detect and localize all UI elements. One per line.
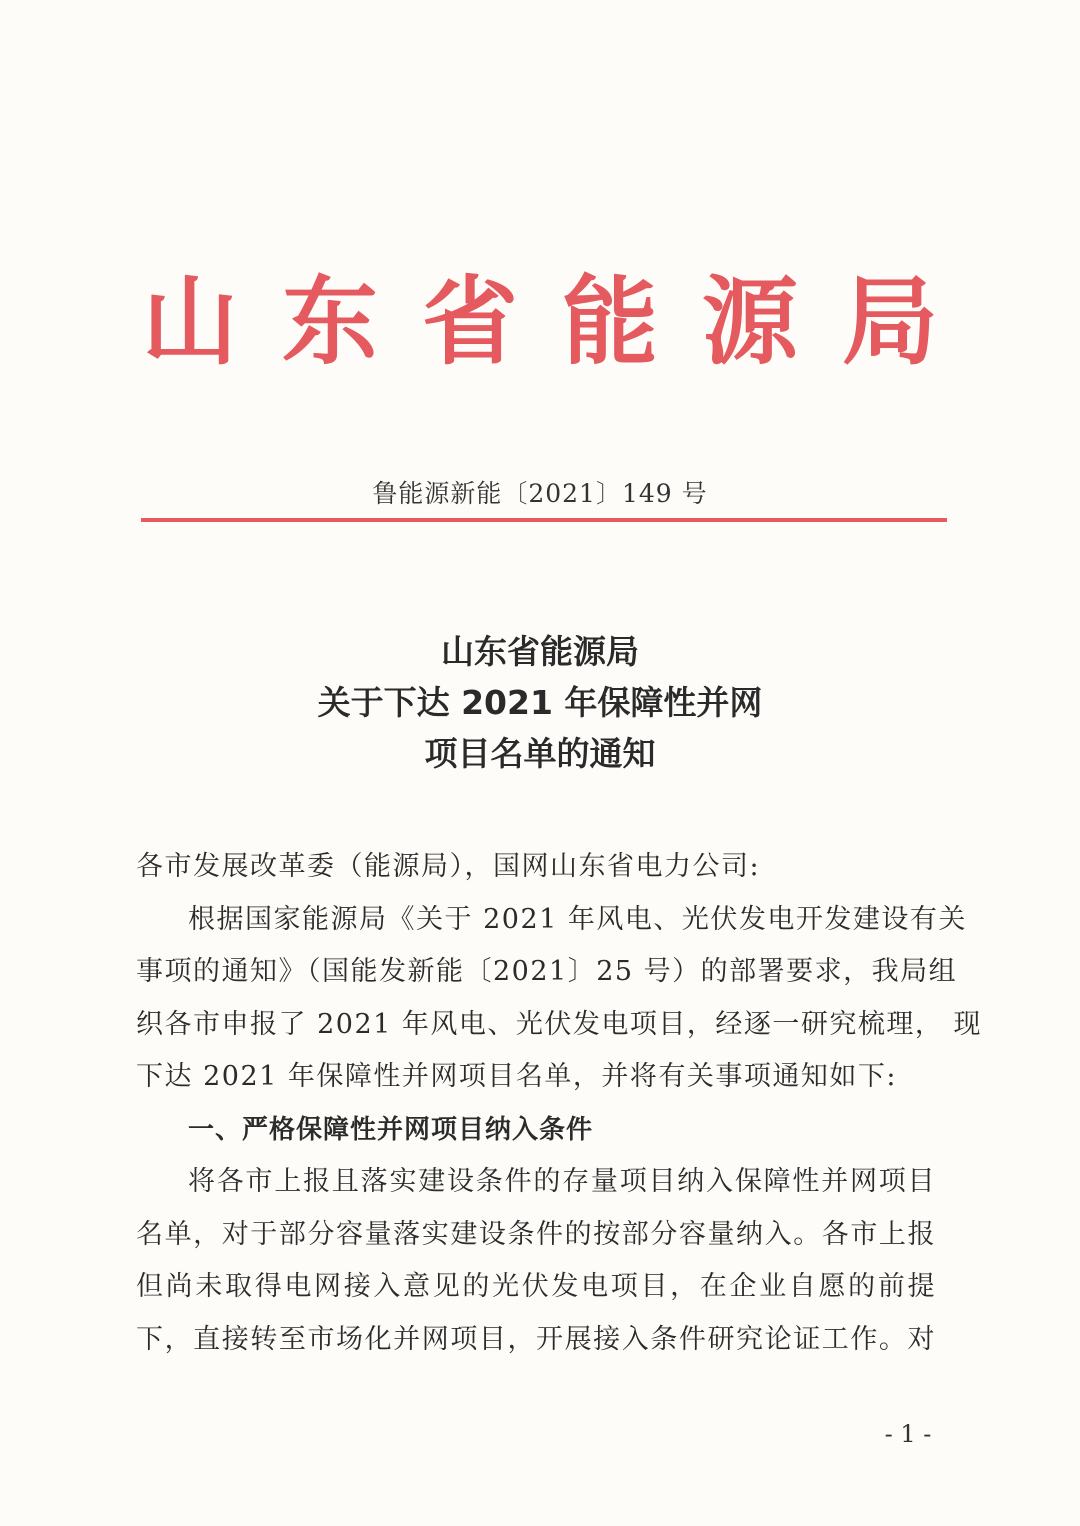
- paragraph-1-line-2: 事项的通知》（国能发新能〔2021〕25 号）的部署要求，我局组: [136, 956, 958, 987]
- paragraph-2-line-4: 下，直接转至市场化并网项目，开展接入条件研究论证工作。对: [136, 1323, 936, 1355]
- document-number: 鲁能源新能〔2021〕149 号: [372, 479, 708, 508]
- red-divider-line: [141, 518, 947, 522]
- paragraph-1-line-4: 下达 2021 年保障性并网项目名单，并将有关事项通知如下:: [136, 1061, 897, 1092]
- paragraph-1-line-3: 织各市申报了 2021 年风电、光伏发电项目，经逐一研究梳理， 现: [136, 1008, 982, 1040]
- notice-title: [0, 626, 1080, 779]
- paragraph-2-line-2: 名单，对于部分容量落实建设条件的按部分容量纳入。各市上报: [136, 1218, 936, 1250]
- salutation: 各市发展改革委（能源局），国网山东省电力公司:: [136, 851, 761, 882]
- paragraph-1-line-1: 根据国家能源局《关于 2021 年风电、光伏发电开发建设有关: [188, 903, 967, 935]
- paragraph-2-line-3: 但尚未取得电网接入意见的光伏发电项目，在企业自愿的前提: [136, 1271, 936, 1302]
- page-number: - 1 -: [884, 1420, 932, 1448]
- paragraph-2-line-1: 将各市上报且落实建设条件的存量项目纳入保障性并网项目: [188, 1166, 936, 1197]
- org-letterhead-title: 山东省能源局: [142, 265, 982, 378]
- section-1-heading: 一、严格保障性并网项目纳入条件: [188, 1114, 594, 1145]
- notice-title-line-1: 山东省能源局: [441, 632, 639, 671]
- document-body: [136, 841, 982, 1366]
- notice-title-line-2: 关于下达 2021 年保障性并网: [317, 683, 763, 722]
- notice-title-line-3: 项目名单的通知: [424, 734, 656, 773]
